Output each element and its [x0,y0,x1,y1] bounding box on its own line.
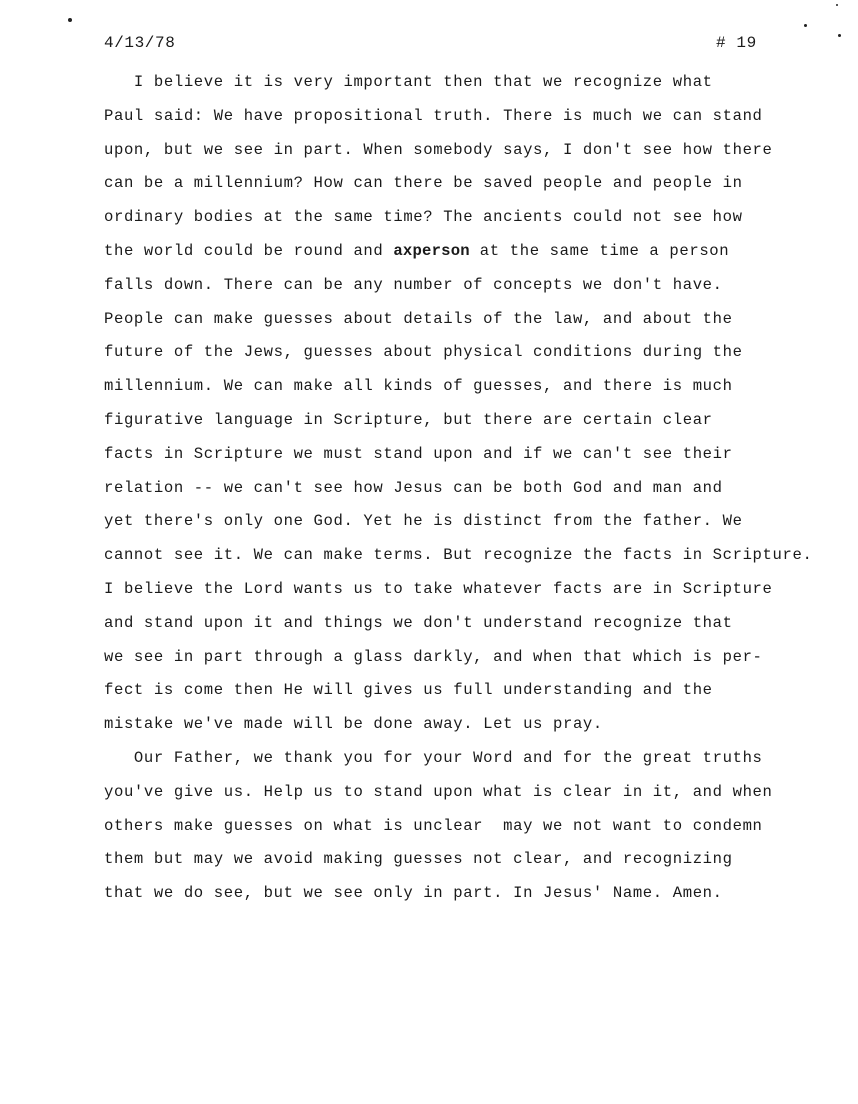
text-line: that we do see, but we see only in part. In Jesus' Name. Amen. [104,884,723,903]
text-line: can be a millennium? How can there be saved people and people in [104,174,743,193]
text-line: I believe it is very important then that we recognize what [104,73,713,91]
text-line: millennium. We can make all kinds of guesses, and there is much [104,377,733,396]
scan-speck [838,34,841,37]
text-line: ordinary bodies at the same time? The ancients could not see how [104,208,743,227]
text-line: we see in part through a glass darkly, and when that which is per- [104,647,763,666]
scan-speck [836,4,838,6]
text-line-start: the world could be round and [104,241,394,260]
text-line: future of the Jews, guesses about physical conditions during the [104,343,743,362]
text-line: Our Father, we thank you for your Word and for the great truths [104,748,763,767]
struck-out-word: axperson [393,241,470,260]
text-line-end: at the same time a person [469,241,730,260]
text-line [104,235,844,269]
text-line: I believe the Lord wants us to take whatever facts are in Scripture [104,579,773,598]
text-line: facts in Scripture we must stand upon and if we can't see their [104,444,733,463]
text-line: Paul said: We have propositional truth. There is much we can stand [104,106,763,125]
text-line: them but may we avoid making guesses not clear, and recognizing [104,850,733,869]
text-line: relation -- we can't see how Jesus can be both God and man and [104,478,723,497]
text-line: People can make guesses about details of the law, and about the [104,309,733,328]
text-line: fect is come then He will gives us full understanding and the [104,681,713,700]
text-line: yet there's only one God. Yet he is distinct from the father. We [104,512,743,531]
text-line: figurative language in Scripture, but there are certain clear [104,410,713,429]
text-line: falls down. There can be any number of concepts we don't have. [104,275,723,294]
scan-speck [68,18,72,22]
page-number: # 19 [716,34,757,52]
text-line: and stand upon it and things we don't understand recognize that [104,613,733,632]
body-text [104,66,844,911]
text-line: mistake we've made will be done away. Let us pray. [104,715,603,734]
scan-speck [804,24,807,27]
text-line: others make guesses on what is unclear may we not want to condemn [104,816,763,835]
document-date: 4/13/78 [104,34,176,52]
text-line: cannot see it. We can make terms. But recognize the facts in Scripture. [104,546,813,565]
text-line: upon, but we see in part. When somebody says, I don't see how there [104,140,773,159]
text-line: you've give us. Help us to stand upon what is clear in it, and when [104,782,773,801]
